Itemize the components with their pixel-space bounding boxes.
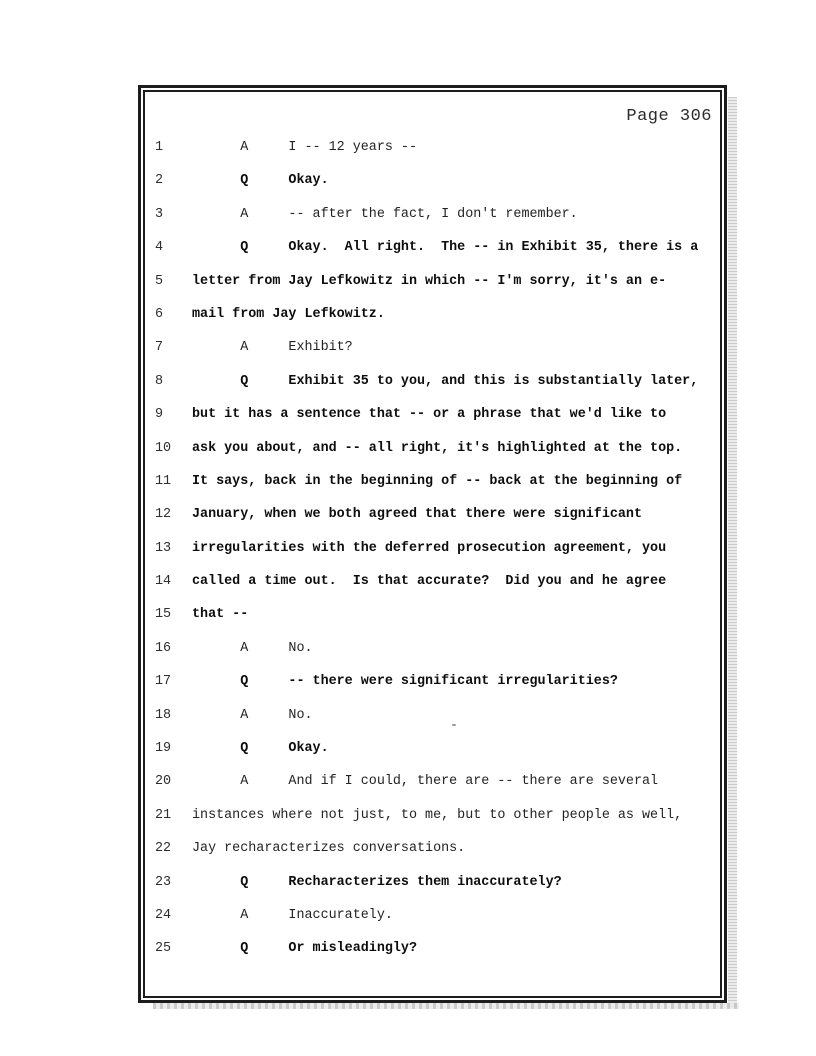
- line-number: 2: [155, 173, 164, 189]
- line-number: 9: [155, 407, 164, 423]
- line-text: Q Exhibit 35 to you, and this is substantially later,: [192, 373, 699, 389]
- line-number: 14: [155, 574, 172, 590]
- line-number: 23: [155, 874, 172, 890]
- line-text: ask you about, and -- all right, it's highlighted at the top.: [192, 440, 683, 456]
- transcript-line: [155, 198, 711, 231]
- line-number: 11: [155, 473, 172, 489]
- line-text: instances where not just, to me, but to other people as well,: [192, 807, 683, 823]
- transcript-line: [155, 665, 711, 698]
- line-text: mail from Jay Lefkowitz.: [192, 306, 385, 322]
- line-text: called a time out. Is that accurate? Did you and he agree: [192, 574, 667, 590]
- transcript-line: [155, 565, 711, 598]
- line-number: 15: [155, 607, 172, 623]
- transcript-line: [155, 398, 711, 431]
- line-text: Q Okay. All right. The -- in Exhibit 35, there is a: [192, 240, 699, 256]
- line-number: 7: [155, 340, 164, 356]
- line-number: 8: [155, 373, 164, 389]
- line-text: that --: [192, 607, 249, 623]
- line-text: but it has a sentence that -- or a phrase that we'd like to: [192, 407, 667, 423]
- line-text: January, when we both agreed that there were significant: [192, 507, 642, 523]
- line-number: 20: [155, 774, 172, 790]
- line-number: 6: [155, 306, 164, 322]
- line-number: 25: [155, 941, 172, 957]
- transcript-line: [155, 532, 711, 565]
- line-number: 5: [155, 273, 164, 289]
- line-number: 19: [155, 741, 172, 757]
- line-number: 12: [155, 507, 172, 523]
- line-text: A I -- 12 years --: [192, 140, 417, 155]
- line-number: 1: [155, 140, 164, 155]
- transcript-line: [155, 932, 711, 965]
- transcript-line: [155, 699, 711, 732]
- line-text: A Inaccurately.: [192, 907, 393, 923]
- line-text: Q Okay.: [192, 741, 329, 757]
- line-number: 18: [155, 707, 172, 723]
- transcript-line: [155, 432, 711, 465]
- scan-artifact-dot: [452, 724, 456, 726]
- line-number: 17: [155, 674, 172, 690]
- line-text: irregularities with the deferred prosecution agreement, you: [192, 540, 667, 556]
- line-text: Q -- there were significant irregularities?: [192, 674, 618, 690]
- line-number: 22: [155, 841, 172, 857]
- line-text: A No.: [192, 707, 313, 723]
- line-text: A -- after the fact, I don't remember.: [192, 206, 578, 222]
- line-number: 3: [155, 206, 164, 222]
- transcript-line: [155, 866, 711, 899]
- line-text: Q Or misleadingly?: [192, 941, 417, 957]
- transcript-line: [155, 832, 711, 865]
- line-text: letter from Jay Lefkowitz in which -- I'm sorry, it's an e-: [192, 273, 667, 289]
- transcript-line: [155, 365, 711, 398]
- line-text: Jay recharacterizes conversations.: [192, 841, 466, 857]
- transcript-line: [155, 164, 711, 197]
- line-text: A No.: [192, 640, 313, 656]
- transcript-page-sheet: [138, 85, 727, 1003]
- page-number: Page 306: [626, 107, 712, 126]
- line-text: A And if I could, there are -- there are several: [192, 774, 659, 790]
- transcript-line: [155, 799, 711, 832]
- line-number: 10: [155, 440, 172, 456]
- transcript-line: [155, 231, 711, 264]
- line-text: A Exhibit?: [192, 340, 353, 356]
- transcript-line: [155, 465, 711, 498]
- transcript-line: [155, 265, 711, 298]
- line-text: Q Okay.: [192, 173, 329, 189]
- transcript-line: [155, 598, 711, 631]
- page-stack-edge-right-shadow: [728, 97, 737, 1007]
- transcript-line: [155, 765, 711, 798]
- line-number: 24: [155, 907, 172, 923]
- transcript-line: [155, 331, 711, 364]
- transcript-line: [155, 899, 711, 932]
- line-number: 21: [155, 807, 172, 823]
- line-number: 16: [155, 640, 172, 656]
- line-number: 4: [155, 240, 164, 256]
- transcript-line: [155, 632, 711, 665]
- transcript-line: [155, 131, 711, 164]
- line-number: 13: [155, 540, 172, 556]
- line-text: Q Recharacterizes them inaccurately?: [192, 874, 562, 890]
- transcript-lines: [155, 131, 711, 966]
- page-stack-edge-bottom-shadow: [153, 1003, 739, 1009]
- transcript-line: [155, 298, 711, 331]
- line-text: It says, back in the beginning of -- back at the beginning of: [192, 473, 683, 489]
- transcript-line: [155, 732, 711, 765]
- transcript-line: [155, 498, 711, 531]
